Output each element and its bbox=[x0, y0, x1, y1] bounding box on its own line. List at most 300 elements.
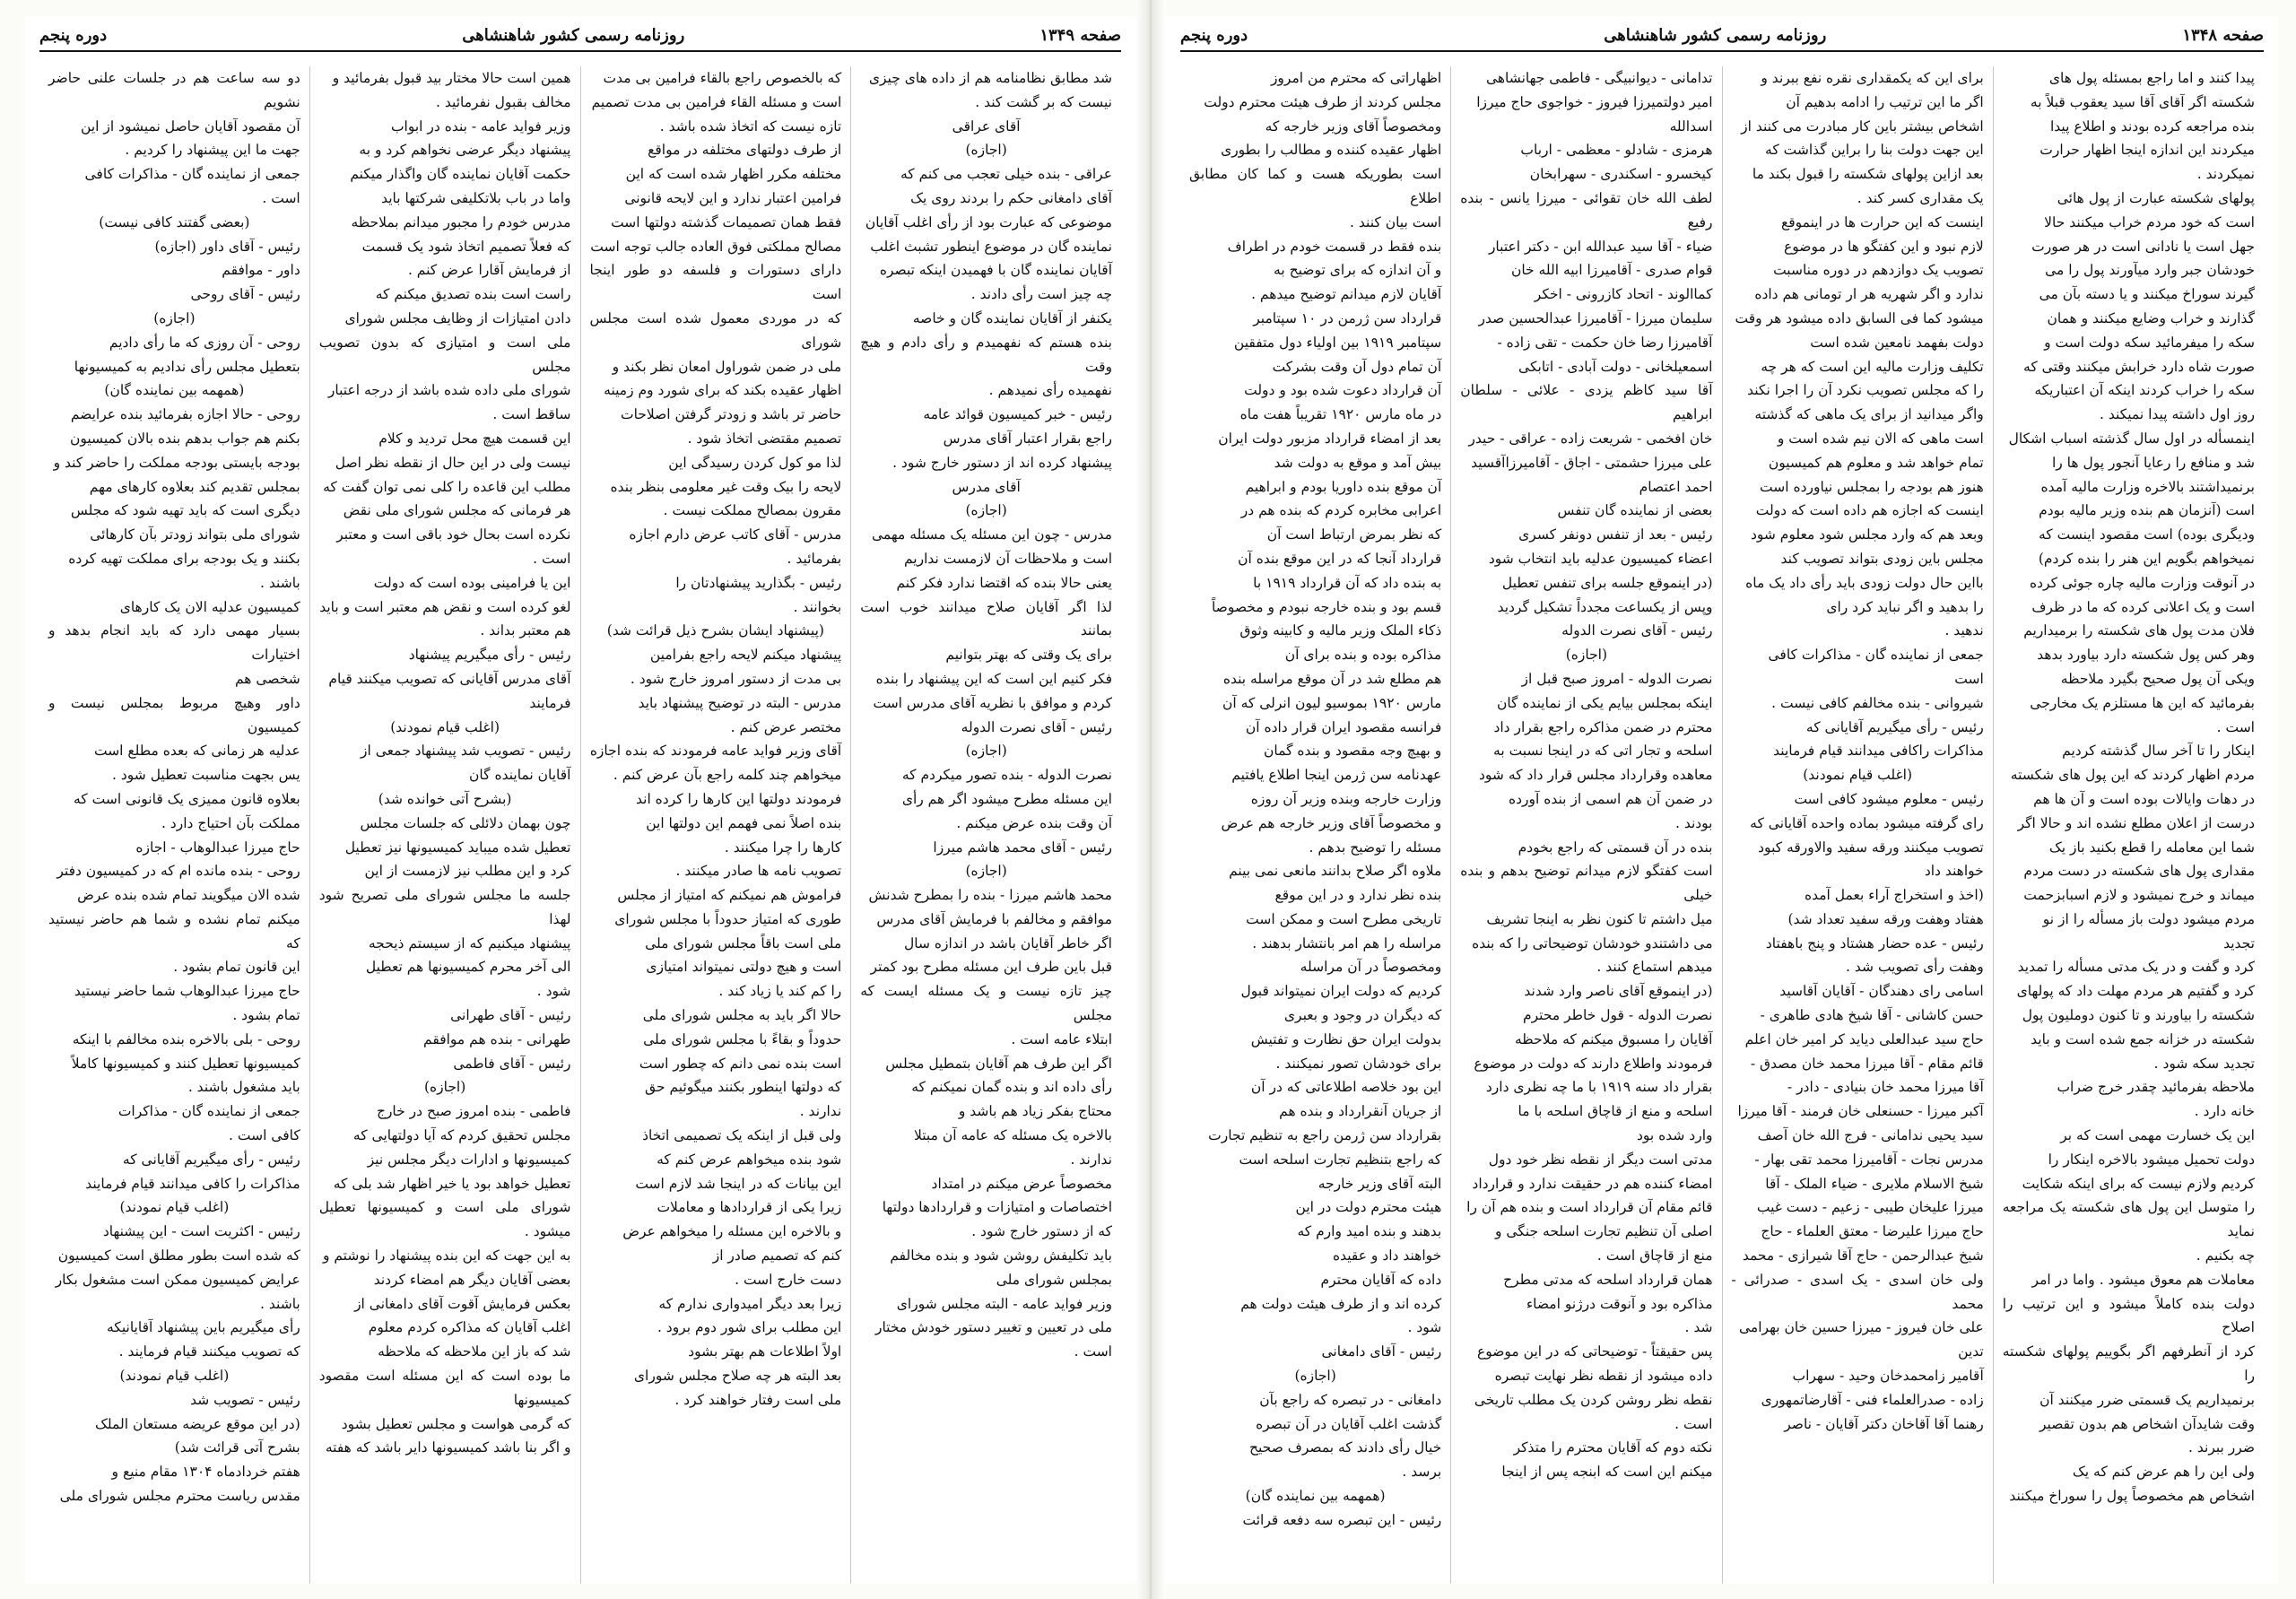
text-line: مدرس نجات - آقامیرزا محمد تقی بهار - bbox=[1754, 1151, 1984, 1168]
text-line: جهت ما این پیشنهاد را کردیم . bbox=[125, 142, 300, 159]
text-line: اسامی رای دهندگان - آقایان آقاسید bbox=[1779, 983, 1984, 1000]
text-line: آقامیرزا رضا خان حکمت - تقی زاده - bbox=[1497, 334, 1713, 351]
text-line: روز اول داشته پیدا نمیکند . bbox=[2099, 406, 2255, 423]
text-line: محترم در ضمن مذاکره راجع بقرار داد bbox=[1493, 718, 1713, 735]
text-line: مصالح مملکتی فوق العاده جالب توجه است bbox=[590, 238, 842, 255]
text-line: وهفت رأی تصویب شد . bbox=[1846, 959, 1984, 976]
text-line: رئیس - این تبصره سه دفعه قرائت bbox=[1242, 1511, 1442, 1528]
text-line: که راجع بتنظیم تجارت اسلحه است bbox=[1239, 1151, 1442, 1168]
text-line: همین است حالا مختار بید قبول بفرمائید و bbox=[332, 70, 571, 86]
left-page-term: دوره پنجم bbox=[39, 26, 108, 45]
text-line: در ماه مارس ۱۹۲۰ تقریباً هفت ماه bbox=[1239, 406, 1442, 423]
text-line: جلسه ما مجلس شورای ملی تصریح شود لهذا bbox=[318, 887, 571, 927]
text-line: تجدید سکه شود . bbox=[2153, 1055, 2255, 1072]
text-line: رئیس - خبر کمیسیون قوائد عامه bbox=[923, 406, 1112, 423]
text-line: دیگری است که باید تهیه شود که مجلس bbox=[70, 502, 300, 519]
text-line: سید یحیی ندامانی - فرج الله خان آصف bbox=[1757, 1127, 1984, 1144]
text-line: روحی - حالا اجازه بفرمائید بنده عرایضم bbox=[70, 406, 300, 423]
text-line: مقداری پول های شکسته در دست مردم bbox=[2023, 863, 2255, 880]
text-line: این بود خلاصه اطلاعاتی که در آن bbox=[1250, 1079, 1442, 1096]
text-line: ملی در تعیین و تغییر دستور خودش مختار bbox=[874, 1319, 1112, 1336]
text-line: دادن امتیازات از وظایف مجلس شورای bbox=[344, 309, 571, 326]
text-line: و بالاخره این مسئله را میخواهم عرض bbox=[622, 1223, 842, 1240]
text-line: حسن کاشانی - آقا شیخ هادی طاهری - bbox=[1760, 1007, 1984, 1024]
text-line: آن تمام دول آن وقت بشرکت bbox=[1272, 358, 1442, 375]
text-line: جهل است یا نادانی است در هر صورت bbox=[2031, 238, 2255, 255]
text-line: احمد اعتصام bbox=[1639, 478, 1713, 495]
left-page-masthead: روزنامه رسمی کشور شاهنشاهی bbox=[462, 26, 685, 45]
right-page-column-2 bbox=[1722, 66, 1993, 1584]
text-line: موافقم و مخالفم با فرمایش آقای مدرس bbox=[876, 910, 1112, 927]
text-line: رئیس - آقای فاطمی bbox=[453, 1055, 571, 1072]
text-line: بفرمائید که این ها مستلزم یک مخارجی bbox=[2030, 694, 2255, 711]
text-line: این مسئله مطرح میشود اگر هم رأی bbox=[901, 790, 1112, 807]
text-line: را که مجلس تصویب نکرد آن را اجرا نکند bbox=[1747, 382, 1984, 399]
text-line: کمیسیونها و ادارات دیگر مجلس نیز bbox=[367, 1151, 571, 1168]
text-line: است . bbox=[2216, 718, 2255, 735]
text-line: شورای ملی است و کمیسیونها تعطیل میشود . bbox=[318, 1199, 571, 1240]
text-line: باشند . bbox=[260, 574, 300, 591]
text-line: یک مقداری کسر کند . bbox=[1857, 189, 1984, 206]
text-line: کمیسیونها تعطیل کنند و کمیسیونها کاملاً bbox=[71, 1055, 300, 1072]
text-line: شما این معامله را قطع بکنید باز یک bbox=[2048, 839, 2255, 856]
text-line: هفتم خردادماه ۱۳۰۴ مقام منیع و bbox=[111, 1464, 300, 1481]
text-line: علی خان فیروز - میرزا حسین خان بهرامی bbox=[1738, 1319, 1984, 1336]
text-line: شکسته را بیاورند و تا کنون دوملیون پول bbox=[2022, 1007, 2255, 1024]
text-line: وبعد هم که وارد مجلس شود معلوم شود bbox=[1750, 526, 1984, 543]
text-line: داور - موافقم bbox=[222, 262, 300, 279]
text-line: بعد از امضاء قرارداد مزبور دولت ایران bbox=[1218, 430, 1442, 447]
text-line: فرمودند دولتها این کارها را کرده اند bbox=[636, 790, 842, 807]
text-line: رأی میگیریم باین پیشنهاد آقایانیکه bbox=[106, 1319, 300, 1336]
text-line: ندارند . bbox=[1070, 1151, 1112, 1168]
text-line: مملکت بآن احتیاج دارد . bbox=[161, 814, 300, 831]
text-line: وهر کس پول شکسته دارد بیاورد بدهد bbox=[2037, 647, 2255, 664]
text-line: به این جهت که این بنده پیشنهاد را نوشتم و bbox=[322, 1247, 571, 1264]
text-line: که شده است بطور مطلق است کمیسیون bbox=[57, 1247, 300, 1264]
text-line: است و مسئله القاء فرامین بی مدت تصمیم bbox=[591, 93, 842, 110]
text-line: تمام بشود . bbox=[232, 1007, 300, 1024]
text-line: در ضمن آن هم اسمی از بنده آورده bbox=[1509, 790, 1713, 807]
text-line: مذاکرات را کافی میدانند قیام فرمایند bbox=[85, 1175, 300, 1192]
text-line: هم مطلع شد در آن موقع مراسله بنده bbox=[1222, 670, 1442, 687]
text-line: که نظر بمرض ارتباط است آن bbox=[1266, 526, 1442, 543]
text-line: (همهمه بین نماینده گان) bbox=[104, 382, 245, 399]
text-line: چون بهمان دلائلی که جلسات مجلس bbox=[360, 814, 571, 831]
text-line: تصویب میکنند ورقه سفید والاورقه کبود bbox=[1758, 839, 1984, 856]
text-line: این بیانات که در اینجا شد لازم است bbox=[635, 1175, 842, 1192]
text-line: نیست که بر گشت کند . bbox=[975, 93, 1112, 110]
left-page bbox=[25, 16, 1135, 1584]
text-line: ملی در ضمن شوراول امعان نظر بکند و bbox=[612, 358, 842, 375]
text-line: اولاً اطلاعات هم بهتر بشود bbox=[688, 1343, 842, 1360]
text-line: و اگر بنا باشد کمیسیونها دایر باشد که هفته bbox=[325, 1439, 571, 1456]
text-line: مذاکره بود و آنوقت درژنو امضاء bbox=[1526, 1295, 1713, 1312]
text-line: بقرارداد سن ژرمن راجع به تنظیم تجارت bbox=[1208, 1127, 1442, 1144]
text-line: محتاج بفکر زیاد هم باشد و bbox=[958, 1103, 1112, 1120]
text-line: روحی - آن روزی که ما رأی دادیم bbox=[109, 334, 300, 351]
text-line: نصرت الدوله - قول خاطر محترم bbox=[1523, 1007, 1713, 1024]
text-line: گذارند و خراب وضایع میکنند و همان bbox=[2047, 309, 2255, 326]
text-line: اسدالله bbox=[1669, 117, 1713, 135]
text-line: رئیس - رأی میگیریم پیشنهاد bbox=[408, 647, 571, 664]
text-line: این قسمت هیچ محل تردید و کلام bbox=[378, 430, 571, 447]
text-line: برای این که یکمقداری نقره نفع ببرند و bbox=[1761, 70, 1984, 86]
text-line: شیروانی - بنده مخالفم کافی نیست . bbox=[1771, 694, 1984, 711]
text-line: ملاحظه بفرمائید چقدر خرج ضراب bbox=[2057, 1079, 2255, 1096]
text-line: هرمزی - شادلو - معظمی - ارباب bbox=[1520, 142, 1713, 159]
text-line: رئیس - آقای دامغانی bbox=[1321, 1343, 1442, 1360]
text-line: شورای ملی داده شده باشد از درجه اعتبار bbox=[327, 382, 571, 399]
text-line: اظهاراتی که محترم من امروز bbox=[1270, 70, 1442, 86]
text-line: است ماهی که الان نیم شده است و bbox=[1777, 430, 1984, 447]
text-line: کیخسرو - اسکندری - سهرابخان bbox=[1529, 166, 1713, 183]
text-line: تصمیم مقتضی اتخاذ شود . bbox=[687, 430, 842, 447]
text-line: ومخصوصاً آقای وزیر خارجه که bbox=[1265, 117, 1442, 135]
text-line: آقای دامغانی حکم را بردند روی یک bbox=[910, 189, 1112, 206]
text-line: میدهم استماع کنند . bbox=[1596, 959, 1713, 976]
text-line: یعنی حالا بنده که اقتضا ندارد فکر کنم bbox=[896, 574, 1112, 591]
text-line: تدامانی - دیوانبیگی - فاطمی جهانشاهی bbox=[1485, 70, 1713, 86]
text-line: بعضی از نماینده گان تنفس bbox=[1557, 502, 1713, 519]
left-page-number: صفحه ۱۳۴۹ bbox=[1039, 26, 1121, 45]
text-line: (در اینموقع آقای ناصر وارد شدند bbox=[1524, 983, 1713, 1000]
text-line: وپس از یکساعت مجدداً تشکیل گردید bbox=[1497, 598, 1713, 615]
text-line: رئیس - آقای نصرت الدوله bbox=[961, 718, 1112, 735]
text-line: بقرار داد سنه ۱۹۱۹ با ما چه نظری دارد bbox=[1485, 1079, 1713, 1096]
text-line: باشند . bbox=[260, 1295, 300, 1312]
text-line: وزارت خارجه وبنده وزیر آن روزه bbox=[1250, 790, 1442, 807]
text-line: بنده نظر ندارد و در این موقع bbox=[1274, 887, 1442, 904]
text-line: زیرا یکی از قراردادها و معاملات bbox=[657, 1199, 842, 1216]
text-line: سکه را خراب کردند اینکه آن اعتباریکه bbox=[2034, 382, 2255, 399]
text-line: بعضی آقایان دیگر هم امضاء کردند bbox=[373, 1271, 571, 1288]
text-line: قائم مقام آن قرارداد است و بنده هم آن را bbox=[1466, 1199, 1713, 1216]
text-line: است کفتگو لازم میدانم توضیح بدهم و بنده خیلی bbox=[1460, 863, 1713, 904]
text-line: رئیس - رأی میگیریم آقایانی که bbox=[1805, 718, 1984, 735]
text-line: نمیخواهم بگویم این هنر را بنده کردم) bbox=[2038, 550, 2255, 567]
text-line: الی آخر محرم کمیسیونها هم تعطیل bbox=[365, 959, 571, 976]
text-line: و بهیچ وجه مقصود و بنده گمان bbox=[1264, 743, 1442, 760]
text-line: شکسته در خزانه جمع شده است و باید bbox=[2031, 1030, 2255, 1047]
text-line: است . bbox=[262, 189, 300, 206]
text-line: (اغلب قیام نمودند) bbox=[390, 718, 500, 735]
text-line: بدهند و بنده امید وارم که bbox=[1297, 1223, 1442, 1240]
text-line: دست خارج است . bbox=[735, 1271, 842, 1288]
text-line: میخواهم چند کلمه راجع بآن عرض کنم . bbox=[613, 767, 842, 784]
text-line: رئیس - آقای محمد هاشم میرزا bbox=[933, 839, 1112, 856]
text-line: مجلس باین زودی بتواند تصویب کند bbox=[1780, 550, 1984, 567]
text-line: تاریخی مطرح است و ممکن است bbox=[1246, 910, 1442, 927]
text-line: مجلس کردند از طرف هیئت محترم دولت bbox=[1204, 93, 1442, 110]
text-line: اینست که این حرارت ها در اینموقع bbox=[1781, 213, 1984, 230]
left-page-column-3 bbox=[309, 66, 580, 1584]
text-line: حاج سید عبدالعلی دیاید کر امیر خان اعلم bbox=[1744, 1030, 1984, 1047]
text-line: شود . bbox=[536, 983, 571, 1000]
text-line: آن مقصود آقایان حاصل نمیشود از این bbox=[81, 117, 300, 135]
text-line: عراقی - بنده خیلی تعجب می کنم که bbox=[900, 166, 1112, 183]
text-line: عهدنامه سن ژرمن اینجا اطلاع یافتیم bbox=[1231, 767, 1442, 784]
text-line: روحی - بلی بالاخره بنده مخالفم با اینکه bbox=[72, 1030, 300, 1047]
text-line: مردم میشود دولت باز مسأله را از نو bbox=[2042, 910, 2255, 927]
text-line: در دهات وایالات بوده است و آن ها هم bbox=[2033, 790, 2255, 807]
text-line: مدتی است دیگر از نقطه نظر خود دول bbox=[1488, 1151, 1713, 1168]
text-line: رئیس - معلوم میشود کافی است bbox=[1794, 790, 1984, 807]
text-line: آقای مدرس آقایانی که تصویب میکنند قیام bbox=[328, 670, 571, 687]
text-line: که فعلاً تصمیم اتخاذ شود یک قسمت bbox=[361, 238, 571, 255]
text-line: این یا فرامینی بوده است که دولت bbox=[373, 574, 571, 591]
text-line: تازه نیست که اتخاذ شده باشد . bbox=[659, 117, 842, 135]
left-page-column-1 bbox=[850, 66, 1121, 1584]
text-line: یس بجهت مناسبت تعطیل شود . bbox=[112, 767, 300, 784]
text-line: داور وهیچ مربوط بمجلس نیست و کمیسیون bbox=[48, 694, 300, 735]
text-line: خواهند داد و عقیده bbox=[1332, 1247, 1442, 1264]
text-line: عدلیه هر زمانی که بعده مطلع است bbox=[93, 743, 300, 760]
text-line: بعد ازاین پولهای شکسته را قبول بکند ما bbox=[1752, 166, 1984, 183]
text-line: اسلحه و منع از قاچاق اسلحه با ما bbox=[1518, 1103, 1713, 1120]
text-line: لغو کرده است و نقض هم معتبر است و باید bbox=[319, 598, 571, 615]
text-line: تصویب یک دوازدهم در دوره مناسبت bbox=[1773, 262, 1984, 279]
text-line: اصلی آن تنظیم تجارت اسلحه جنگی و bbox=[1494, 1223, 1713, 1240]
text-line: (پیشنهاد ایشان بشرح ذیل قرائت شد) bbox=[606, 622, 824, 639]
text-line: کنم که تصمیم صادر از bbox=[712, 1247, 842, 1264]
right-page bbox=[1166, 16, 2278, 1584]
text-line: پولهای شکسته عبارت از پول هائی bbox=[2057, 189, 2255, 206]
text-line: شکسته اگر آقای آقا سید یعقوب قبلاً به bbox=[2030, 93, 2255, 110]
text-line: برای یک وقتی که بهتر بتوانیم bbox=[945, 647, 1112, 664]
text-line: که تصویب میکنند قیام فرمایند . bbox=[118, 1343, 300, 1360]
text-line: است (آنزمان هم بنده وزیر مالیه بودم bbox=[2039, 502, 2255, 519]
text-line: زیرا بعد دیگر امیدواری ندارم که bbox=[658, 1295, 842, 1312]
text-line: اینست که اجازه هم داده است که دولت bbox=[1755, 502, 1984, 519]
text-line: هیئت محترم دولت در این bbox=[1295, 1199, 1442, 1216]
text-line: میشود کما فی السابق داده میشود هر وقت bbox=[1735, 309, 1984, 326]
text-line: بدولت ایران حق نظارت و تفتیش bbox=[1250, 1030, 1442, 1047]
text-line: شد و منافع را رعایا آنجور پول ها را bbox=[2051, 454, 2255, 471]
text-line: این مطلب برای شور دوم برود . bbox=[657, 1319, 842, 1336]
text-line: (اجازه) bbox=[1294, 1368, 1336, 1385]
text-line: وزیر فواید عامه - بنده در ابواب bbox=[390, 117, 571, 135]
text-line: ابتلاء عامه است . bbox=[1011, 1030, 1112, 1047]
text-line: است . bbox=[533, 550, 571, 567]
text-line: که از دستور خارج شود . bbox=[971, 1223, 1112, 1240]
right-page-term: دوره پنجم bbox=[1180, 26, 1248, 45]
text-line: بعد البته هر چه صلاح مجلس شورای bbox=[633, 1368, 842, 1385]
text-line: کرد و این مطلب نیز لازمست از این bbox=[364, 863, 571, 880]
text-line: درست از اعلان مطلع نشده اند و حالا اگر bbox=[2017, 814, 2255, 831]
text-line: بعلاوه قانون ممیزی یک قانونی است که bbox=[74, 790, 300, 807]
text-line: است بنده نمی دانم که چطور است bbox=[639, 1055, 842, 1072]
text-line: نصرت الدوله - امروز صبح قبل از bbox=[1521, 670, 1713, 687]
text-line: مخصوصاً عرض میکنم در امتداد bbox=[931, 1175, 1112, 1192]
text-line: قسم بود و بنده خارجه نبودم و مخصوصاً bbox=[1211, 598, 1442, 615]
text-line: شخصی هم bbox=[234, 670, 300, 687]
text-line: مختلفه مکرر اظهار شده است که این bbox=[625, 166, 842, 183]
text-line: آقای وزیر فواید عامه فرمودند که بنده اجازه bbox=[589, 743, 842, 760]
text-line: بخوانند . bbox=[793, 598, 842, 615]
text-line: ملی است و امتیازی که بدون تصویب مجلس bbox=[318, 334, 571, 375]
text-line: پس حقیقتاً - توضیحاتی که در این موضوع bbox=[1477, 1343, 1713, 1360]
text-line: نصرت الدوله - بنده تصور میکردم که bbox=[901, 767, 1112, 784]
text-line: اگر خاطر آقایان باشد در اندازه سال bbox=[903, 934, 1112, 952]
text-line: لازم نبود و این کفتگو ها در موضوع bbox=[1784, 238, 1984, 255]
text-line: مختصر عرض کنم . bbox=[730, 718, 842, 735]
text-line: مدرس - البته در توضیح پیشنهاد باید bbox=[638, 694, 842, 711]
text-line: این جهت دولت بنا را براین گذاشت که bbox=[1765, 142, 1984, 159]
text-line: رای گرفته میشود بماده واحده آقایانی که bbox=[1750, 814, 1984, 831]
text-line: بنده در آن قسمتی که راجع بخودم bbox=[1518, 839, 1713, 856]
text-line: اسمعیلخانی - دولت آبادی - اتابکی bbox=[1518, 358, 1713, 375]
text-line: شد مطابق نظامنامه هم از داده های چیزی bbox=[868, 70, 1112, 86]
text-line: البته آقای وزیر خارجه bbox=[1318, 1175, 1442, 1192]
text-line: ندارد و اگر شهریه هر ار تومانی هم داده bbox=[1754, 286, 1984, 303]
text-line: است که خود مردم خراب میکنند حالا bbox=[2044, 213, 2255, 230]
text-line: اختصاصات و امتیازات و قراردادها دولتها bbox=[882, 1199, 1112, 1216]
text-line: ولی خان اسدی - یک اسدی - صدرائی - محمد bbox=[1731, 1271, 1984, 1312]
text-line: رأی داده اند و بنده گمان نمیکنم که bbox=[911, 1079, 1112, 1096]
text-line: سکه را میفرمائید سکه دولت است و bbox=[2044, 334, 2255, 351]
text-line: است و ملاحظات آن لازمست نداریم bbox=[903, 550, 1112, 567]
text-line: شود . bbox=[1407, 1319, 1442, 1336]
text-line: (اغلب قیام نمودند) bbox=[1803, 767, 1912, 784]
text-line: شد . bbox=[1684, 1319, 1713, 1336]
text-line: اسلحه و تجار اتی که در اینجا نسبت به bbox=[1493, 743, 1713, 760]
text-line: رئیس - عده حضار هشتاد و پنج باهفتاد bbox=[1765, 934, 1984, 952]
text-line: است و یک اعلانی کرده که ما در ظرف bbox=[2031, 598, 2255, 615]
text-line: که دولتها اینطور بکنند میگوئیم حق bbox=[645, 1079, 842, 1096]
text-line: هم معتبر بداند . bbox=[480, 622, 571, 639]
text-line: حاج میرزا عبدالوهاب - اجازه bbox=[135, 839, 300, 856]
text-line: رئیس - بگذارید پیشنهادتان را bbox=[675, 574, 842, 591]
text-line: فرمایند bbox=[529, 694, 571, 711]
text-line: (اجازه) bbox=[965, 502, 1007, 519]
text-line: ساقط است . bbox=[492, 406, 571, 423]
text-line: امیر دولتمیرزا فیروز - خواجوی حاج میرزا bbox=[1476, 93, 1713, 110]
text-line: (اجازه) bbox=[965, 743, 1007, 760]
text-line: لطف الله خان تقوائی - میرزا یانس - بنده رفیع bbox=[1460, 189, 1713, 230]
text-line: جمعی از نماینده گان - مذاکرات کافی bbox=[84, 166, 300, 183]
text-line: رئیس - تصویب شد bbox=[190, 1391, 300, 1408]
text-line: (اجازه) bbox=[423, 1079, 466, 1096]
text-line: جمعی از نماینده گان - مذاکرات کافی bbox=[1768, 647, 1984, 664]
text-line: حدوداً و بقاءً با مجلس شورای ملی bbox=[643, 1030, 842, 1047]
text-line: تصویب نامه ها صادر میکنند . bbox=[675, 863, 842, 880]
text-line: است . bbox=[1074, 1343, 1112, 1360]
text-line: نماینده گان در موضوع اینطور تشبث اغلب bbox=[870, 238, 1112, 255]
text-line: برنمیداریم یک قسمتی ضرر میکنند آن bbox=[2039, 1391, 2255, 1408]
text-line: از جریان آنقرارداد و بنده هم bbox=[1279, 1103, 1442, 1120]
text-line: دامغانی - در تبصره که راجع بآن bbox=[1259, 1391, 1442, 1408]
text-line: حاضر تر باشد و زودتر گرفتن اصلاحات bbox=[620, 406, 842, 423]
text-line: تمام خواهد شد و معلوم هم کمیسیون bbox=[1768, 454, 1984, 471]
text-line: (بشرح آتی خوانده شد) bbox=[378, 790, 512, 807]
text-line: آقامیر زامحمدخان وحید - سهراب bbox=[1792, 1368, 1984, 1385]
text-line: محمد هاشم میرزا - بنده را بمطرح شدنش bbox=[868, 887, 1112, 904]
text-line: هفتاد وهفت ورقه سفید تعداد شد) bbox=[1787, 910, 1984, 927]
text-line: طوری که امتیاز حدوداً با مجلس شورای bbox=[614, 910, 842, 927]
right-page-column-1 bbox=[1993, 66, 2264, 1584]
text-line: امضاء کننده هم در حقیقت ندارد و قرارداد bbox=[1472, 1175, 1713, 1192]
text-line: بعکس فرمایش آقوت آقای دامغانی از bbox=[354, 1295, 571, 1312]
text-line: نمیکردند . bbox=[2196, 166, 2255, 183]
text-line: به بنده داد که آن قرارداد ۱۹۱۹ با bbox=[1253, 574, 1442, 591]
text-line: شورای ملی بتواند زودتر بآن کارهائی bbox=[90, 526, 300, 543]
text-line: مذاکرات راکافی میدانند قیام فرمایند bbox=[1773, 743, 1984, 760]
text-line: قرارداد سن ژرمن در ۱۰ سپتامبر bbox=[1253, 309, 1442, 326]
text-line: رئیس - بعد از تنفس دونفر کسری bbox=[1518, 526, 1713, 543]
text-line: نیست ولی در این حال از نقطه نظر اصل bbox=[335, 454, 571, 471]
text-line: بکنم هم جواب بدهم بنده بالان کمیسیون bbox=[69, 430, 300, 447]
text-line: تجدید bbox=[2223, 934, 2255, 952]
text-line: زاده - صدرالعلماء فنی - آقارضاتمهوری bbox=[1761, 1391, 1984, 1408]
text-line: آقایان لازم میدانم توضیح میدهم . bbox=[1251, 286, 1442, 303]
text-line: تدین bbox=[1958, 1343, 1984, 1360]
text-line: اظهار عقیده بکند که برای شورد وم زمینه bbox=[604, 382, 842, 399]
text-line: مطلب این قاعده را کلی نمی توان گفت که bbox=[323, 478, 571, 495]
text-line: قوام صدری - آقامیرزا ابیه الله خان bbox=[1510, 262, 1713, 279]
text-line: آقا میرزا محمد خان بنیادی - دادر - bbox=[1787, 1079, 1984, 1096]
text-line: حکمت آقایان نماینده گان واگذار میکنم bbox=[350, 166, 571, 183]
text-line: ملی است رفتار خواهند کرد . bbox=[674, 1391, 842, 1408]
text-line: ضیاء - آقا سید عبدالله ابن - دکتر اعتبار bbox=[1488, 238, 1713, 255]
text-line: بنده هستم که نفهمیدم و رأی دادم و هیچ وقت bbox=[860, 334, 1112, 375]
text-line: ندارند . bbox=[799, 1103, 842, 1120]
text-line: تکلیف وزارت مالیه این است که هر چه bbox=[1761, 358, 1984, 375]
text-line: خان افخمی - شریعت زاده - عراقی - حیدر bbox=[1468, 430, 1713, 447]
text-line: طهرانی - بنده هم موافقم bbox=[423, 1030, 571, 1047]
text-line: شیخ الاسلام ملایری - ضیاء الملک - آقا bbox=[1765, 1175, 1984, 1192]
text-line: عرایض کمیسیون ممکن است مشغول بکار bbox=[55, 1271, 300, 1288]
text-line: کافی است . bbox=[229, 1127, 300, 1144]
text-line: اینمسأله در اول سال گذشته اسباب اشکال bbox=[2008, 430, 2255, 447]
text-line: مقدس ریاست محترم مجلس شورای ملی bbox=[59, 1488, 300, 1505]
text-line: داده که آقایان محترم bbox=[1320, 1271, 1442, 1288]
text-line: بمجلس تقدیم کند بعلاوه کارهای مهم bbox=[89, 478, 300, 495]
right-page-column-3 bbox=[1450, 66, 1721, 1584]
text-line: وقت شایدآن اشخاص هم بدون تقصیر bbox=[2039, 1415, 2255, 1432]
text-line: (اجازه) bbox=[965, 142, 1007, 159]
text-line: بسیار مهمی دارد که باید انجام بدهد و اختیارات bbox=[48, 622, 300, 664]
text-line: کمیسیون عدلیه الان یک کارهای bbox=[119, 598, 300, 615]
right-page-columns bbox=[1180, 66, 2264, 1584]
text-line: مخالف بقبول نفرمائید . bbox=[436, 93, 571, 110]
text-line: است و هیچ دولتی نمیتواند امتیازی bbox=[646, 959, 842, 976]
text-line: آقا سید کاظم یزدی - علائی - سلطان ابراهیم bbox=[1460, 382, 1713, 423]
text-line: بمجلس شورای ملی bbox=[996, 1271, 1112, 1288]
text-line: باید مشغول باشند . bbox=[187, 1079, 300, 1096]
text-line: چه بکنیم . bbox=[2196, 1247, 2255, 1264]
page-gutter bbox=[1135, 0, 1166, 1599]
text-line: گیرند سوراخ میکنند و یا دسته بآن می bbox=[2039, 286, 2255, 303]
text-line: فکر کنیم این است که این پیشنهاد را بنده bbox=[875, 670, 1112, 687]
text-line: اظهار عقیده کننده و مطالب را بطوری bbox=[1221, 142, 1442, 159]
text-line: (اجازه) bbox=[965, 863, 1007, 880]
text-line: قبل باین طرف این مسئله مطرح بود کمتر bbox=[870, 959, 1112, 976]
text-line: میکنم این است که ابنجه پس از اینجا bbox=[1501, 1464, 1713, 1481]
text-line: کماالوند - اتحاد کازرونی - اخکر bbox=[1534, 286, 1713, 303]
text-line: (بعضی گفتند کافی نیست) bbox=[99, 213, 250, 230]
text-line: جمعی از نماینده گان - مذاکرات bbox=[117, 1103, 300, 1120]
text-line: خانه دارد . bbox=[2194, 1103, 2255, 1120]
text-line: آقایان نماینده گان با فهمیدن اینکه تبصره bbox=[879, 262, 1112, 279]
text-line: پیشنهاد میکنیم که از سیستم ذیحجه bbox=[368, 934, 571, 952]
text-line: آقایان را مسبوق میکنم که ملاحظه bbox=[1514, 1030, 1713, 1047]
text-line: پیشنهاد میکنم لایحه راجع بفرامین bbox=[649, 647, 842, 664]
text-line: اشخاص بیشتر باین کار مبادرت می کنند از bbox=[1741, 117, 1984, 135]
text-line: کردیم که دولت ایران نمیتواند قبول bbox=[1240, 983, 1442, 1000]
text-line: برای خودشان تصور نمیکنند . bbox=[1275, 1055, 1442, 1072]
text-line: بکنند و یک بودجه برای مملکت تهیه کرده bbox=[68, 550, 300, 567]
